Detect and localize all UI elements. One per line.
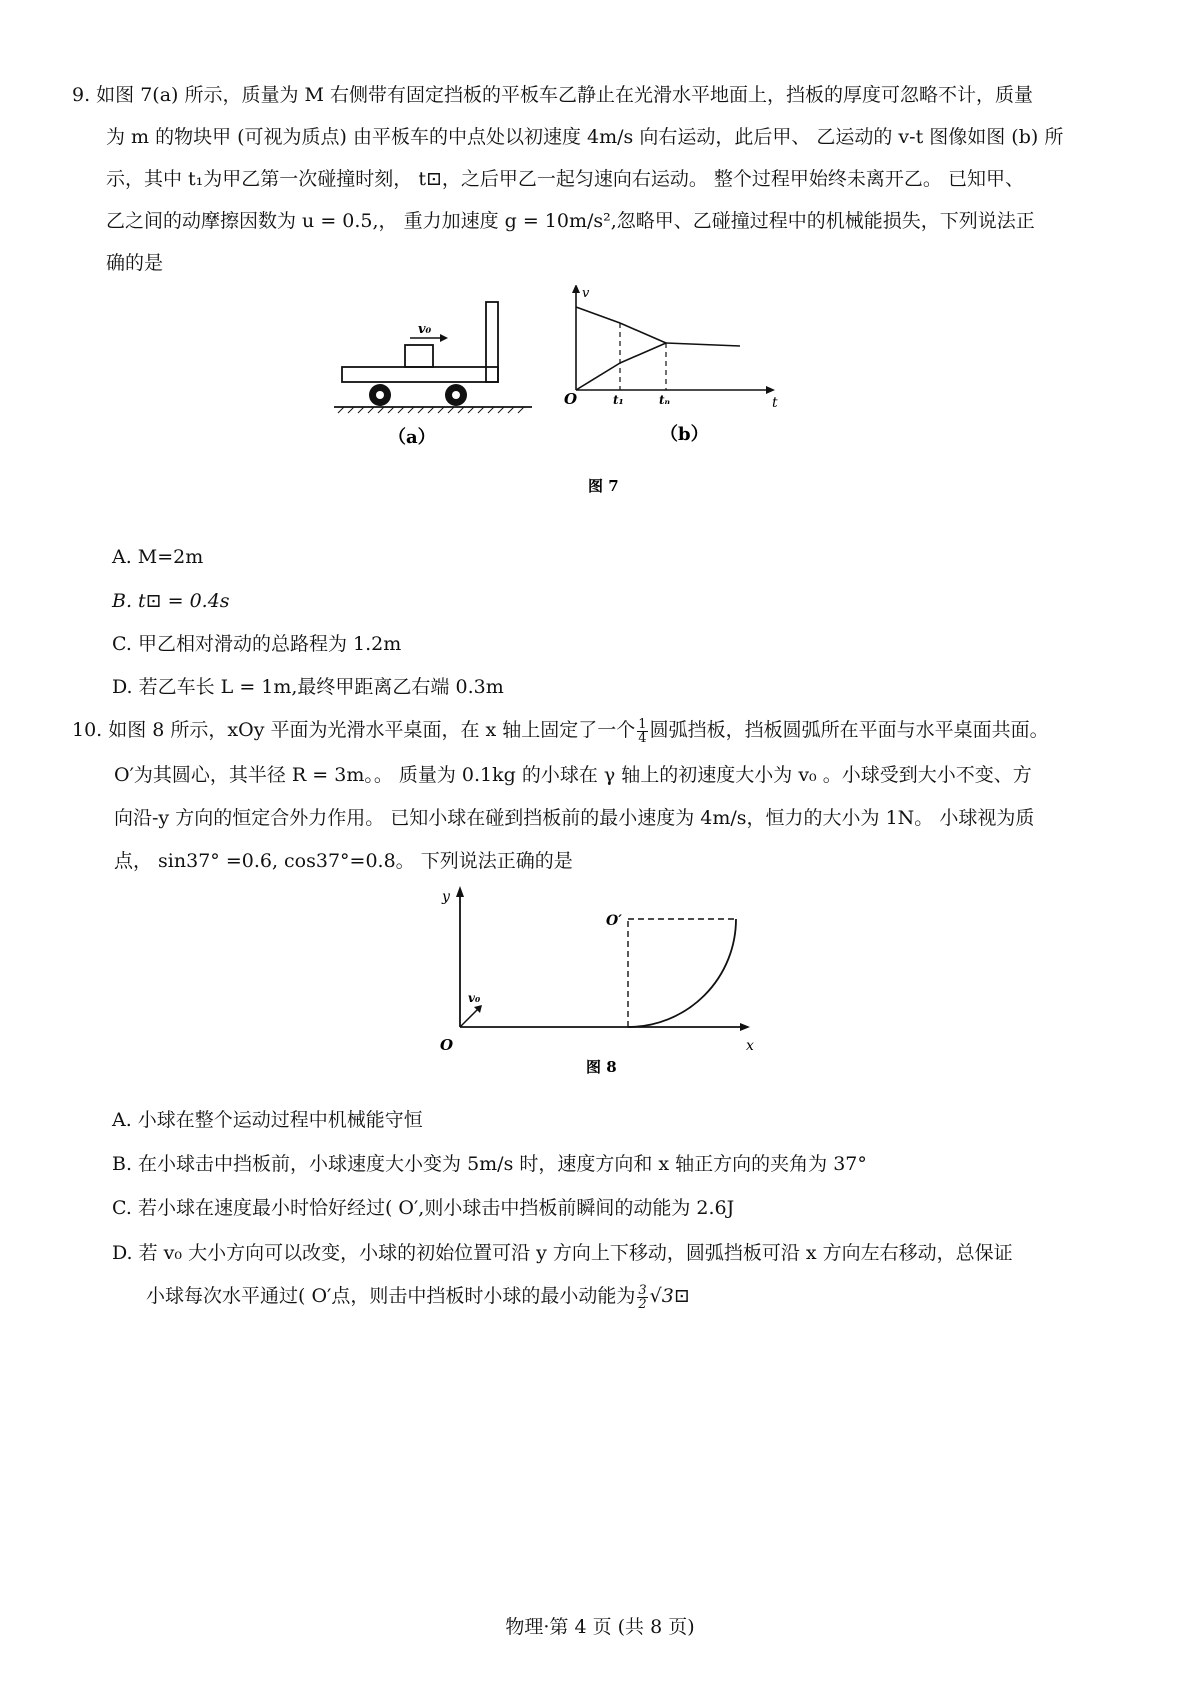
q10-line-4: 点， sin37° =0.6, cos37°=0.8。 下列说法正确的是	[114, 850, 573, 872]
frac-num: 1	[638, 716, 647, 732]
frac-den: 4	[638, 730, 647, 746]
q10-option-d-pre: 小球每次水平通过( O′点，则击中挡板时小球的最小动能为	[146, 1285, 636, 1307]
wheel-left	[369, 384, 391, 406]
v0-vector	[460, 1005, 482, 1027]
xy-axes	[460, 894, 744, 1027]
q9-option-b: B. t⊡ = 0.4s	[112, 590, 230, 612]
origin-label: O	[564, 390, 578, 408]
q10-line-1-pre: 10. 如图 8 所示，xOy 平面为光滑水平桌面，在 x 轴上固定了一个	[72, 719, 636, 741]
q10-option-c: C. 若小球在速度最小时恰好经过( O′,则小球击中挡板前瞬间的动能为 2.6J	[112, 1197, 735, 1219]
q9-line-4: 乙之间的动摩擦因数为 u = 0.5,， 重力加速度 g = 10m/s²,忽略甲、乙碰撞过程中的机械能损失，下列说法正	[106, 210, 1035, 232]
figure-7	[330, 285, 870, 500]
v-axis-label: v	[582, 286, 590, 301]
wheel-right	[445, 384, 467, 406]
frac-den: 2	[638, 1296, 647, 1312]
three-halves-fraction	[637, 1284, 647, 1311]
origin-label: O	[440, 1036, 454, 1054]
figure-7-caption: 图 7	[588, 477, 619, 495]
figure-8-caption: 图 8	[586, 1058, 617, 1076]
q10-option-d-line-2	[146, 1283, 690, 1311]
v-axis-arrow	[572, 285, 580, 293]
arc-baffle	[628, 919, 736, 1027]
t1-label: t₁	[613, 393, 624, 407]
label-b: （b）	[660, 424, 709, 445]
cart-diagram	[334, 302, 532, 413]
quarter-fraction	[637, 718, 647, 745]
v0-label: v₀	[418, 322, 432, 337]
q10-option-a: A. 小球在整个运动过程中机械能守恒	[112, 1109, 423, 1131]
x-axis-arrow	[740, 1023, 750, 1031]
q10-line-1-post: 圆弧挡板，挡板圆弧所在平面与水平桌面共面。	[649, 719, 1049, 741]
q9-line-5: 确的是	[106, 252, 164, 274]
page-footer: 物理·第 4 页 (共 8 页)	[505, 1616, 695, 1638]
q9-option-d: D. 若乙车长 L = 1m,最终甲距离乙右端 0.3m	[112, 676, 504, 698]
q10-line-2: O′为其圆心，其半径 R = 3m。。 质量为 0.1kg 的小球在 γ 轴上的初速度大小为 v₀ 。小球受到大小不变、方	[114, 764, 1032, 786]
q10-line-3: 向沿-y 方向的恒定合外力作用。 已知小球在碰到挡板前的最小速度为 4m/s，恒力的大小为 1N。 小球视为质	[114, 807, 1035, 829]
v0-label: v₀	[468, 991, 481, 1005]
q10-option-d: D. 若 v₀ 大小方向可以改变，小球的初始位置可沿 y 方向上下移动，圆弧挡板可沿 x 方向左右移动，总保证	[112, 1242, 1013, 1264]
q9-line-1: 9. 如图 7(a) 所示，质量为 M 右侧带有固定挡板的平板车乙静止在光滑水平地面上，挡板的厚度可忽略不计，质量	[72, 84, 1034, 106]
q9-line-2: 为 m 的物块甲 (可视为质点) 由平板车的中点处以初速度 4m/s 向右运动，此后甲、 乙运动的 v-t 图像如图 (b) 所	[106, 126, 1064, 148]
y-axis-arrow	[456, 886, 464, 897]
tn-label: tₙ	[659, 393, 671, 407]
vt-graph	[576, 289, 770, 390]
q9-option-a: A. M=2m	[112, 546, 204, 568]
q10-option-b: B. 在小球击中挡板前，小球速度大小变为 5m/s 时，速度方向和 x 轴正方向的夹角为 37°	[112, 1153, 867, 1175]
q10-line-1	[72, 717, 1049, 745]
q9-option-c: C. 甲乙相对滑动的总路程为 1.2m	[112, 633, 402, 655]
frac-num: 3	[638, 1282, 647, 1298]
t-axis-label: t	[772, 395, 778, 411]
y-axis-label: y	[442, 889, 450, 905]
x-axis-label: x	[746, 1038, 754, 1054]
label-a: （a）	[388, 427, 436, 448]
q9-line-3: 示，其中 t₁为甲乙第一次碰撞时刻， t⊡，之后甲乙一起匀速向右运动。 整个过程甲始终未离开乙。 已知甲、	[106, 168, 1024, 190]
t-axis-arrow	[766, 386, 775, 394]
q10-option-d-post: √3⊡	[649, 1285, 690, 1307]
figure-8	[420, 880, 780, 1080]
center-label: O′	[606, 913, 622, 929]
